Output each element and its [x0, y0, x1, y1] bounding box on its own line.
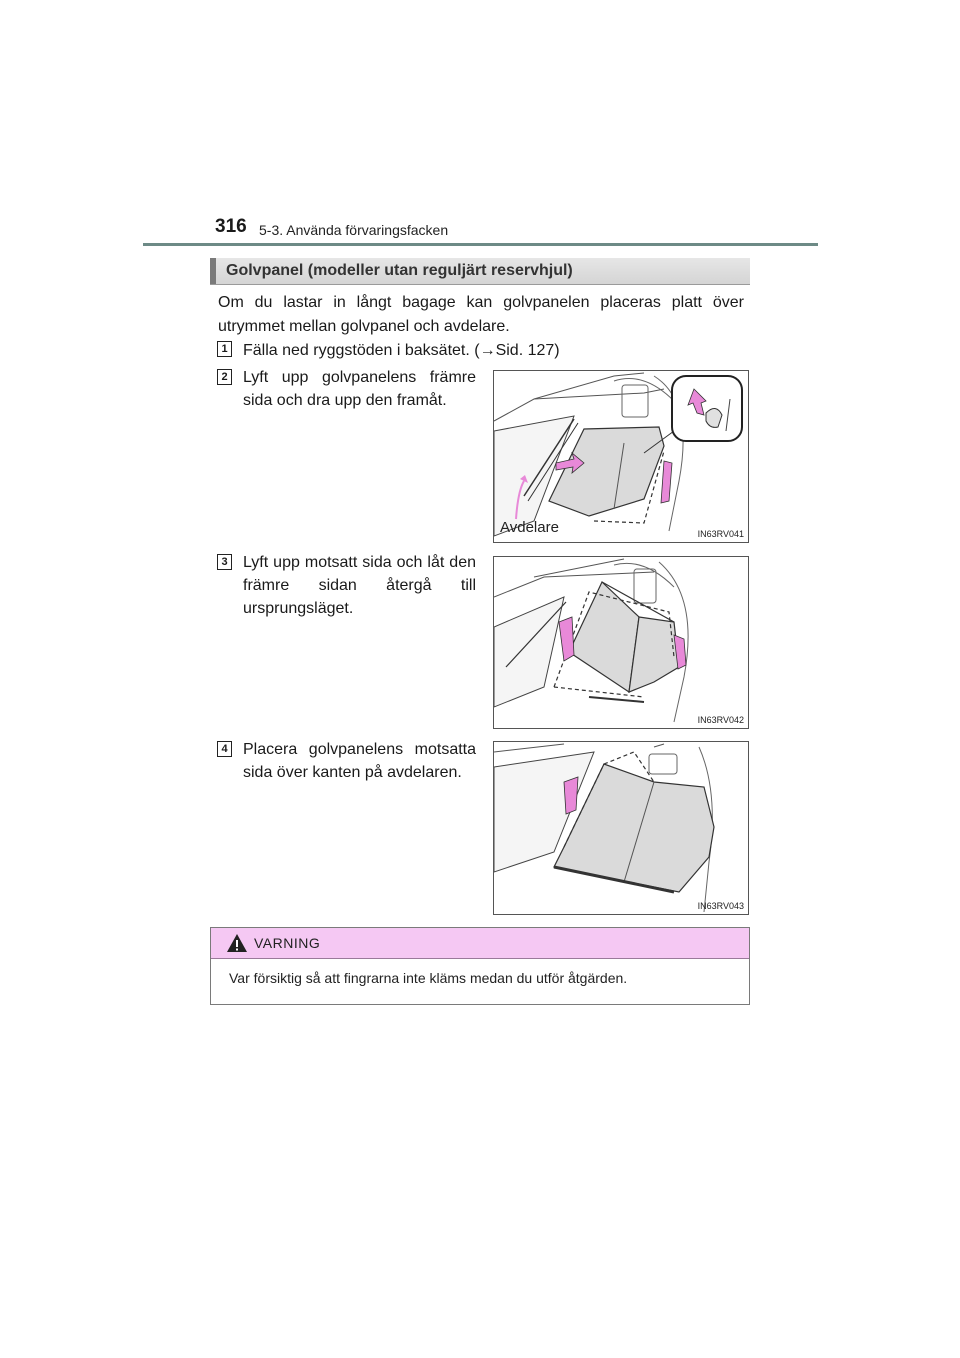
step-4-badge: 4: [217, 741, 232, 757]
intro-paragraph: Om du lastar in långt bagage kan golvpanelen placeras platt över utrymmet mellan golvpanel och avdelare.: [218, 294, 744, 335]
page-number: 316: [215, 216, 247, 237]
step-3-badge: 3: [217, 554, 232, 570]
warning-text: Var försiktig så att fingrarna inte kläms medan du utför åtgärden.: [229, 970, 628, 986]
section-heading-label: Golvpanel (modeller utan reguljärt reservhjul): [226, 262, 573, 279]
warning-box: [210, 927, 750, 1005]
cargo-floor-return-drawing: [494, 557, 749, 729]
warning-triangle-icon: [226, 933, 248, 953]
cargo-floor-lift-drawing: [494, 371, 749, 543]
figure-code: IN63RV041: [697, 529, 744, 539]
cargo-floor-placed-drawing: [494, 742, 749, 915]
figure-code: IN63RV042: [697, 715, 744, 725]
illustration-step-2: [493, 370, 749, 543]
figure-code: IN63RV043: [697, 901, 744, 911]
header-rule: [143, 243, 818, 246]
illustration-step-3: [493, 556, 749, 729]
step-4-text: Placera golvpanelens motsatta sida över kanten på avdelaren.: [243, 741, 476, 781]
step-1-text: Fälla ned ryggstöden i baksätet. (→Sid. 127): [243, 342, 560, 359]
heading-marker: [210, 258, 216, 284]
divider-callout-label: Avdelare: [500, 519, 559, 536]
step-1-badge: 1: [217, 341, 232, 357]
step-2-text: Lyft upp golvpanelens främre sida och dra upp den framåt.: [243, 369, 476, 409]
step-3-text: Lyft upp motsatt sida och låt den främre sidan återgå till ursprungsläget.: [243, 554, 476, 617]
illustration-step-4: [493, 741, 749, 915]
step-2-badge: 2: [217, 369, 232, 385]
section-title: 5-3. Använda förvaringsfacken: [259, 222, 449, 238]
warning-header: [211, 928, 749, 959]
warning-title: VARNING: [254, 935, 321, 951]
section-heading: [210, 258, 750, 285]
